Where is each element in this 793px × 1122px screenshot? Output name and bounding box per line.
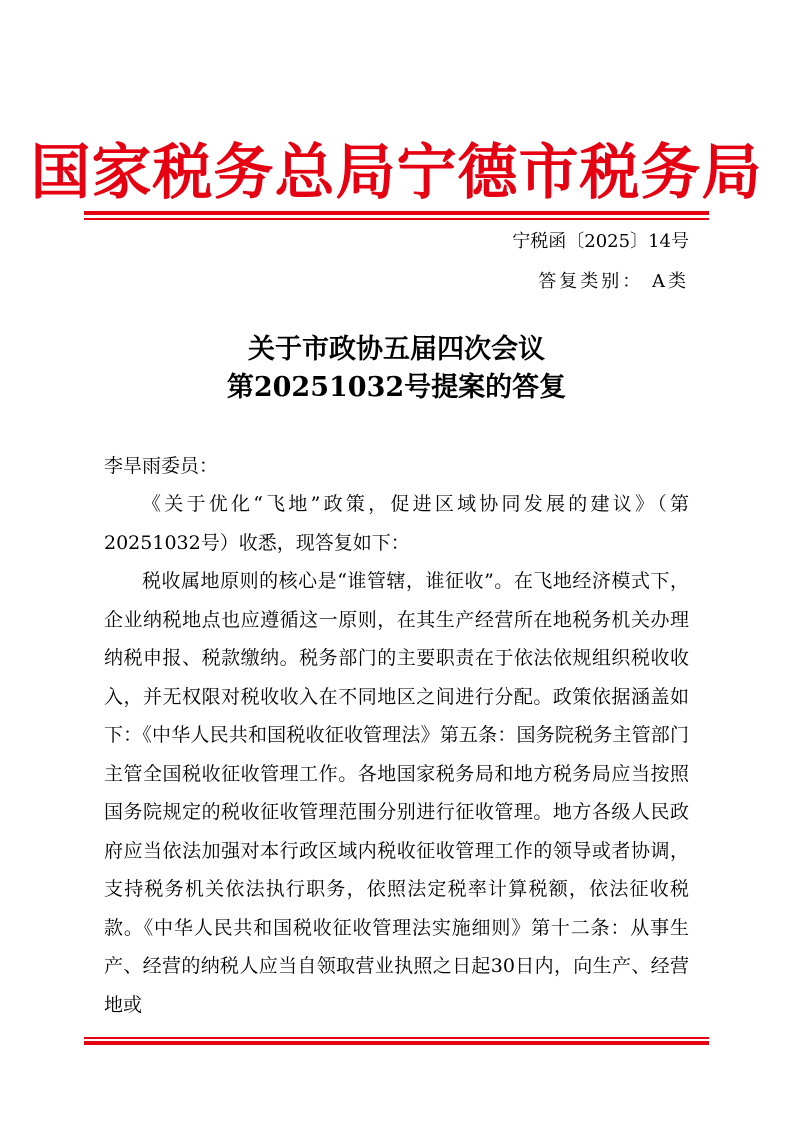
- organization-header: 国家税务总局宁德市税务局: [30, 138, 763, 208]
- footer-rule-thin: [84, 1037, 709, 1039]
- body-paragraph-2: [104, 562, 689, 1024]
- body-paragraph-1: [104, 485, 689, 562]
- salutation: 李旱雨委员：: [104, 455, 219, 477]
- footer-rule-thick: [84, 1041, 709, 1045]
- header-rule-thin: [84, 218, 709, 220]
- document-title-line-1: 关于市政协五届四次会议: [248, 334, 545, 365]
- paragraph-text: 《关于优化“飞地”政策，促进区域协同发展的建议》（第20251032号）收悉，现答复如下：: [104, 493, 689, 554]
- document-number: 宁税函〔2025〕14号: [512, 231, 689, 252]
- reply-category: 答复类别： A类: [538, 271, 689, 292]
- header-rule-thick: [84, 211, 709, 215]
- document-title-line-2: 第20251032号提案的答复: [226, 372, 567, 403]
- paragraph-text: 税收属地原则的核心是“谁管辖，谁征收”。在飞地经济模式下，企业纳税地点也应遵循这一原则，在其生产经营所在地税务机关办理纳税申报、税款缴纳。税务部门的主要职责在于依法依规组织税收收入，并无权限对税收收入在不同地区之间进行分配。政策依据涵盖如下：《中华人民共和国税收征收管理法》第五条：国务院税务主管部门主管全国税收征收管理工作。各地国家税务局和地方税务局应当按照国务院规定的税收征收管理范围分别进行征收管理。地方各级人民政府应当依法加强对本行政区域内税收征收管理工作的领导或者协调，支持税务机关依法执行职务，依照法定税率计算税额，依法征收税款。《中华人民共和国税收征收管理法实施细则》第十二条：从事生产、经营的纳税人应当自领取营业执照之日起30日内，向生产、经营地或: [104, 570, 689, 1016]
